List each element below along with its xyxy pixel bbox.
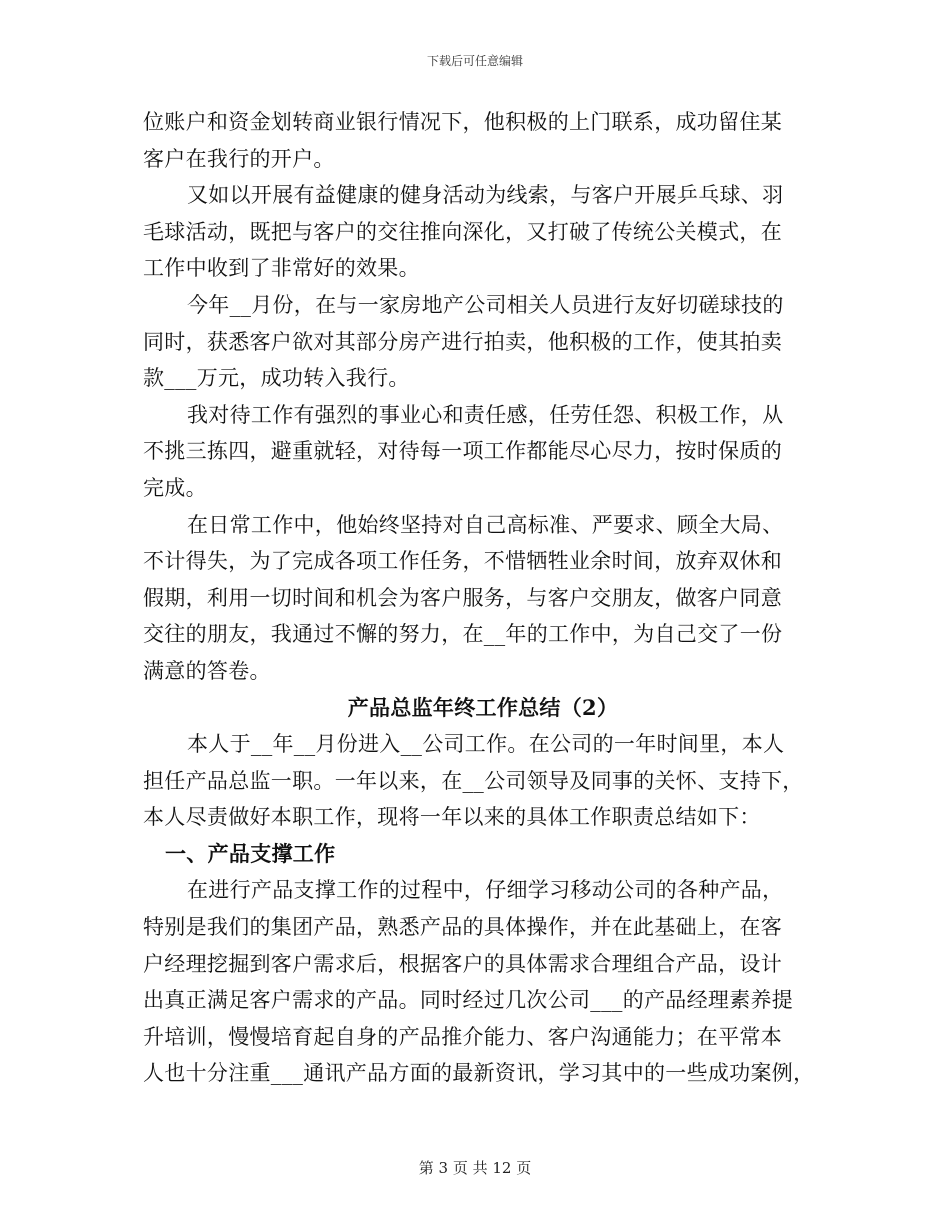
text-line: 升培训，慢慢培育起自身的产品推介能力、客户沟通能力；在平常本 (143, 1024, 782, 1049)
text-line: 在日常工作中，他始终坚持对自己高标准、严要求、顾全大局、 (187, 512, 784, 537)
text-line: 交往的朋友，我通过不懈的努力，在__年的工作中，为自己交了一份 (143, 622, 783, 647)
text-line: 不挑三拣四，避重就轻，对待每一项工作都能尽心尽力，按时保质的 (143, 439, 782, 464)
section-title: 产品总监年终工作总结（2） (347, 694, 619, 720)
section-heading: 一、产品支撑工作 (165, 840, 336, 866)
document-body (143, 104, 823, 1092)
text-line: 今年__月份，在与一家房地产公司相关人员进行友好切磋球技的 (187, 292, 784, 317)
text-line: 位账户和资金划转商业银行情况下，他积极的上门联系，成功留住某 (143, 110, 782, 134)
text-line: 工作中收到了非常好的效果。 (143, 256, 420, 281)
text-line: 完成。 (143, 475, 207, 500)
text-line: 人也十分注重___通讯产品方面的最新资讯，学习其中的一些成功案例， (143, 1061, 815, 1086)
text-line: 在进行产品支撑工作的过程中，仔细学习移动公司的各种产品， (187, 878, 784, 903)
text-line: 毛球活动，既把与客户的交往推向深化，又打破了传统公关模式，在 (143, 219, 782, 244)
text-line: 出真正满足客户需求的产品。同时经过几次公司___的产品经理素养提 (143, 988, 794, 1013)
text-line: 本人于__年__月份进入__公司工作。在公司的一年时间里，本人 (187, 732, 785, 757)
text-line: 同时，获悉客户欲对其部分房产进行拍卖，他积极的工作，使其拍卖 (143, 329, 782, 354)
text-line: 满意的答卷。 (143, 658, 271, 683)
text-line: 不计得失，为了完成各项工作任务，不惜牺牲业余时间，放弃双休和 (143, 549, 782, 574)
text-line: 担任产品总监一职。一年以来，在__公司领导及同事的关怀、支持下， (143, 768, 804, 793)
text-line: 本人尽责做好本职工作，现将一年以来的具体工作职责总结如下： (143, 805, 761, 830)
page-header: 下载后可任意编辑 (426, 54, 523, 68)
text-line: 我对待工作有强烈的事业心和责任感，任劳任怨、积极工作，从 (187, 402, 784, 427)
text-line: 客户在我行的开户。 (143, 146, 335, 171)
text-line: 假期，利用一切时间和机会为客户服务，与客户交朋友，做客户同意 (143, 585, 782, 610)
text-line: 又如以开展有益健康的健身活动为线索，与客户开展乒乓球、羽 (187, 183, 784, 208)
text-line: 款___万元，成功转入我行。 (143, 366, 410, 391)
text-line: 特别是我们的集团产品，熟悉产品的具体操作，并在此基础上，在客 (143, 915, 782, 940)
page-footer: 第 3 页 共 12 页 (418, 1159, 532, 1177)
text-line: 户经理挖掘到客户需求后，根据客户的具体需求合理组合产品，设计 (143, 951, 782, 976)
